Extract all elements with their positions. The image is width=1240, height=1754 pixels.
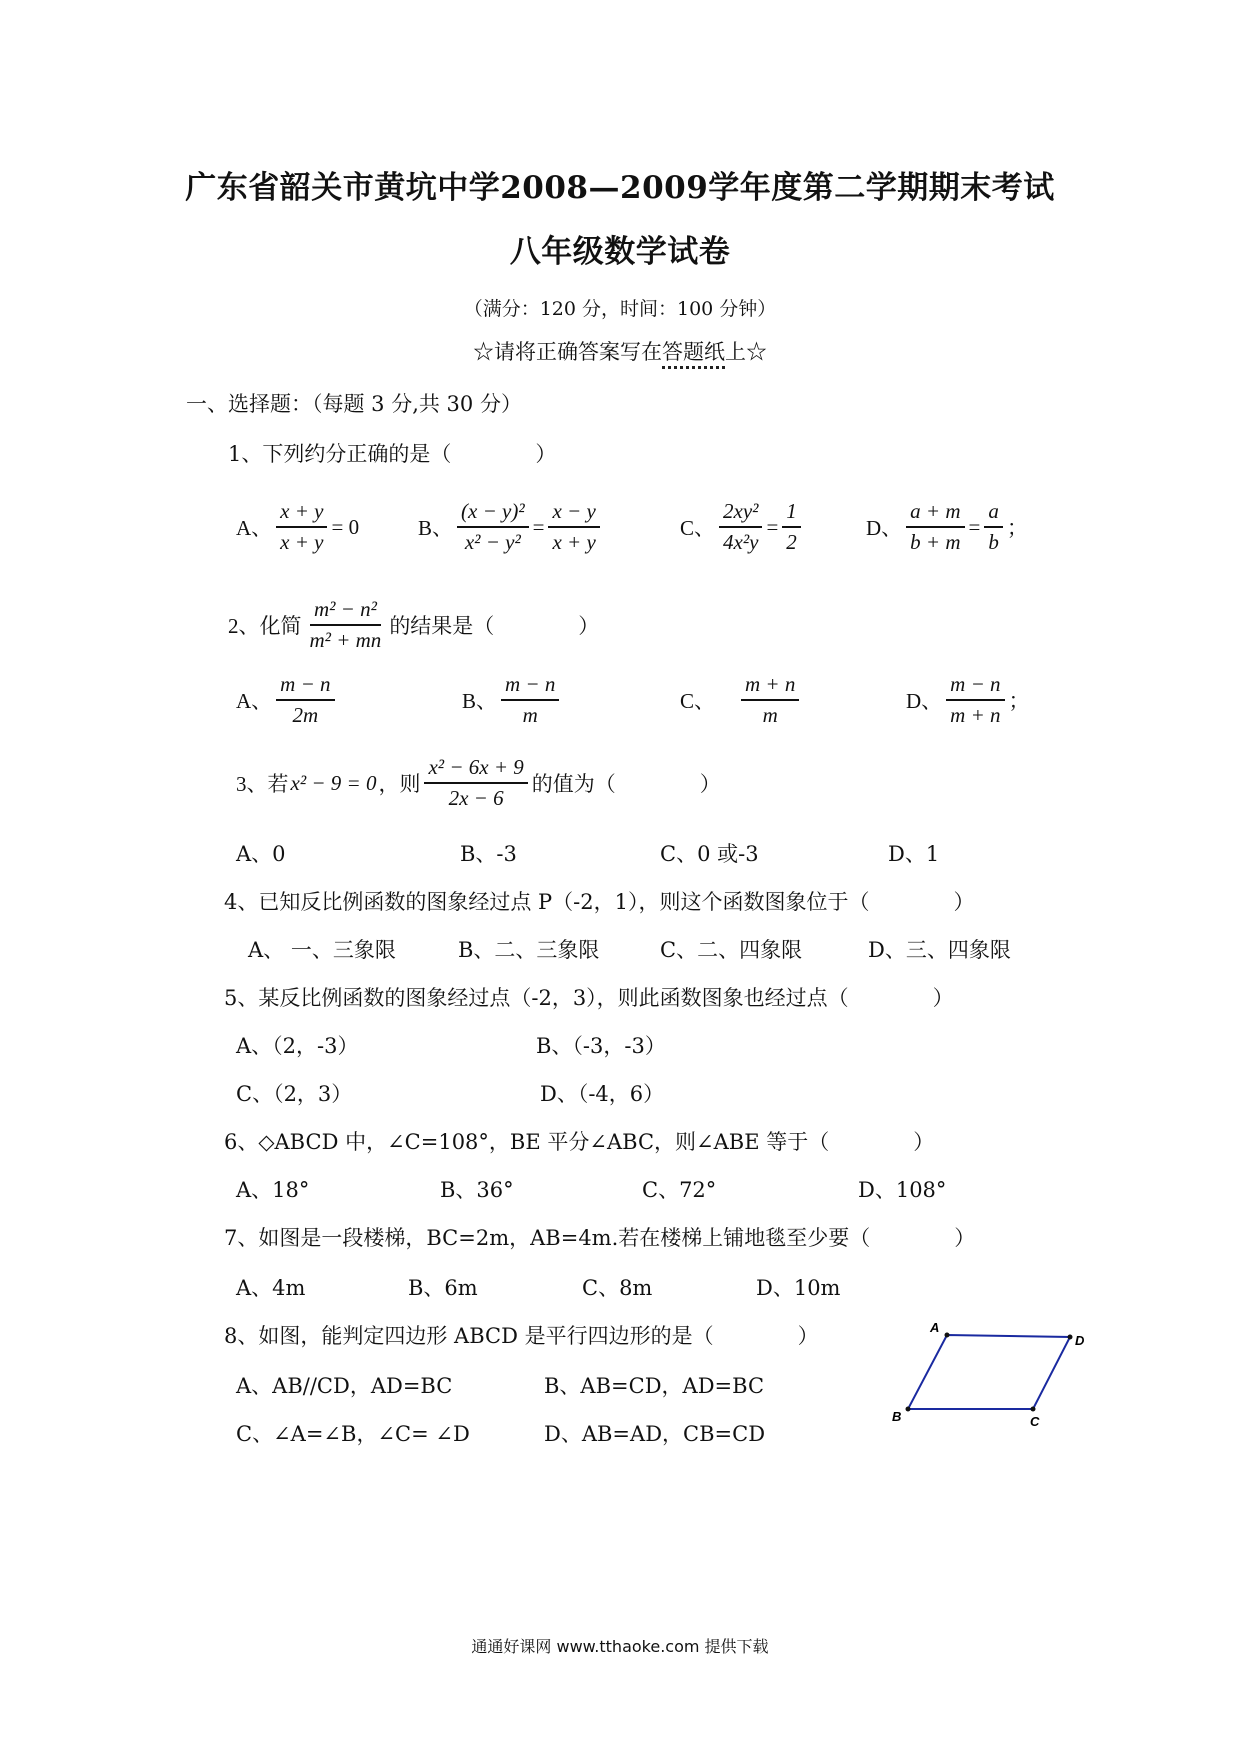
numerator: m − n (946, 672, 1004, 701)
answer-notice (0, 336, 1240, 366)
q4-option-d: D、三、四象限 (868, 938, 1011, 962)
denominator: m² + mn (309, 628, 382, 652)
numerator: a + m (906, 499, 964, 528)
vertex-d (1068, 1335, 1073, 1340)
denominator: 4x²y (723, 530, 759, 554)
semicolon: ； (1006, 516, 1028, 540)
q8-option-d: D、AB=AD，CB=CD (544, 1422, 766, 1446)
page-title: 广东省韶关市黄坑中学2008—2009学年度第二学期期末考试 (185, 170, 1055, 206)
fraction (276, 672, 334, 728)
label-c: C (1030, 1414, 1040, 1429)
q2-option-c (680, 665, 803, 735)
parallelogram-outline (908, 1335, 1070, 1409)
footer-text: 通通好课网 www.tthaoke.com 提供下载 (471, 1637, 769, 1656)
q1-option-b (418, 492, 604, 562)
q8-option-c: C、∠A=∠B，∠C= ∠D (236, 1422, 470, 1446)
q7-option-c: C、8m (582, 1276, 653, 1300)
q3-equation: x² − 9 = 0 (290, 770, 377, 795)
numerator: 2xy² (719, 499, 762, 528)
question-1: 1、下列约分正确的是（ ） (228, 442, 557, 466)
q8-option-a: A、AB//CD，AD=BC (236, 1374, 453, 1398)
numerator: m² − n² (310, 597, 381, 626)
q7-option-b: B、6m (408, 1276, 478, 1300)
denominator: 2x − 6 (448, 786, 504, 810)
option-label: C、 (680, 689, 716, 713)
q3-prefix: 3、若 (236, 772, 289, 796)
q8-option-b: B、AB=CD，AD=BC (544, 1374, 765, 1398)
numerator: a (984, 499, 1003, 528)
denominator: x + y (280, 530, 324, 554)
label-b: B (892, 1409, 902, 1424)
option-label: B、 (418, 516, 454, 540)
vertex-c (1031, 1407, 1036, 1412)
q6-option-a: A、18° (236, 1178, 310, 1202)
question-8: 8、如图，能判定四边形 ABCD 是平行四边形的是（ ） (224, 1324, 819, 1348)
q5-option-a: A、（2，-3） (236, 1034, 359, 1058)
q7-option-d: D、10m (756, 1276, 841, 1300)
fraction (548, 499, 599, 555)
question-6: 6、◇ABCD 中，∠C=108°，BE 平分∠ABC，则∠ABE 等于（ ） (224, 1130, 935, 1154)
q6-option-d: D、108° (858, 1178, 947, 1202)
equals-sign: = (766, 514, 779, 539)
denominator: m (522, 703, 538, 727)
q1-option-d (866, 492, 1028, 562)
fraction (946, 672, 1004, 728)
q6-option-b: B、36° (440, 1178, 514, 1202)
denominator: 2 (786, 530, 797, 554)
denominator: b (988, 530, 999, 554)
question-3 (236, 748, 721, 818)
q1-option-c (680, 492, 805, 562)
option-label: A、 (236, 516, 273, 540)
fraction (457, 499, 529, 555)
q5-option-d: D、（-4，6） (540, 1082, 665, 1106)
q4-option-b: B、二、三象限 (458, 938, 600, 962)
denominator: m (762, 703, 778, 727)
q3-mid: ，则 (378, 772, 421, 796)
fraction (741, 672, 799, 728)
equals-sign: = (532, 514, 545, 539)
q2-suffix: 的结果是（ ） (389, 614, 600, 638)
q2-prefix: 2、化简 (228, 614, 302, 638)
fraction (306, 597, 386, 653)
q3-option-c: C、0 或-3 (660, 842, 759, 866)
notice-suffix: 上☆ (725, 340, 767, 364)
q4-option-a: A、 一、三象限 (248, 938, 396, 962)
q2-option-a (236, 665, 339, 735)
fraction (782, 499, 801, 555)
option-label: B、 (462, 689, 498, 713)
fraction (719, 499, 762, 555)
parallelogram-figure (880, 1310, 1100, 1430)
numerator: m − n (501, 672, 559, 701)
fraction (276, 499, 327, 555)
question-7: 7、如图是一段楼梯，BC=2m，AB=4m.若在楼梯上铺地毯至少要（ ） (224, 1226, 976, 1250)
notice-emphasis: 答题纸 (662, 340, 725, 369)
fraction (984, 499, 1003, 555)
q1-option-a (236, 492, 359, 562)
vertex-a (945, 1333, 950, 1338)
q5-option-b: B、（-3，-3） (536, 1034, 666, 1058)
numerator: x² − 6x + 9 (424, 755, 527, 784)
q4-option-c: C、二、四象限 (660, 938, 803, 962)
option-label: A、 (236, 689, 273, 713)
option-label: C、 (680, 516, 716, 540)
semicolon: ； (1008, 689, 1030, 713)
label-d: D (1075, 1333, 1085, 1348)
fraction (501, 672, 559, 728)
q3-suffix: 的值为（ ） (531, 772, 721, 796)
numerator: 1 (782, 499, 801, 528)
q2-option-d (906, 665, 1030, 735)
q5-option-c: C、（2，3） (236, 1082, 353, 1106)
question-2 (228, 590, 599, 660)
q6-option-c: C、72° (642, 1178, 717, 1202)
score-time: （满分：120 分，时间：100 分钟） (463, 298, 777, 320)
option-label: D、 (866, 516, 903, 540)
q3-option-d: D、1 (888, 842, 940, 866)
question-4: 4、已知反比例函数的图象经过点 P（-2，1），则这个函数图象位于（ ） (224, 890, 975, 914)
notice-prefix: ☆请将正确答案写在 (473, 340, 662, 364)
q2-option-b (462, 665, 563, 735)
denominator: x + y (552, 530, 596, 554)
denominator: 2m (292, 703, 319, 727)
numerator: (x − y)² (457, 499, 529, 528)
denominator: m + n (950, 703, 1001, 727)
equals-rhs: = 0 (331, 514, 360, 539)
question-5: 5、某反比例函数的图象经过点（-2，3），则此函数图象也经过点（ ） (224, 986, 954, 1010)
equals-sign: = (968, 514, 981, 539)
page-subtitle: 八年级数学试卷 (509, 234, 731, 270)
denominator: x² − y² (464, 530, 521, 554)
option-label: D、 (906, 689, 943, 713)
numerator: x + y (276, 499, 327, 528)
q3-option-b: B、-3 (460, 842, 517, 866)
vertex-b (906, 1407, 911, 1412)
numerator: m + n (741, 672, 799, 701)
numerator: m − n (276, 672, 334, 701)
q3-option-a: A、0 (236, 842, 286, 866)
numerator: x − y (548, 499, 599, 528)
fraction (906, 499, 964, 555)
section-heading: 一、选择题：（每题 3 分,共 30 分） (186, 392, 522, 416)
fraction (424, 755, 527, 811)
denominator: b + m (910, 530, 961, 554)
label-a: A (930, 1320, 940, 1335)
q7-option-a: A、4m (236, 1276, 306, 1300)
